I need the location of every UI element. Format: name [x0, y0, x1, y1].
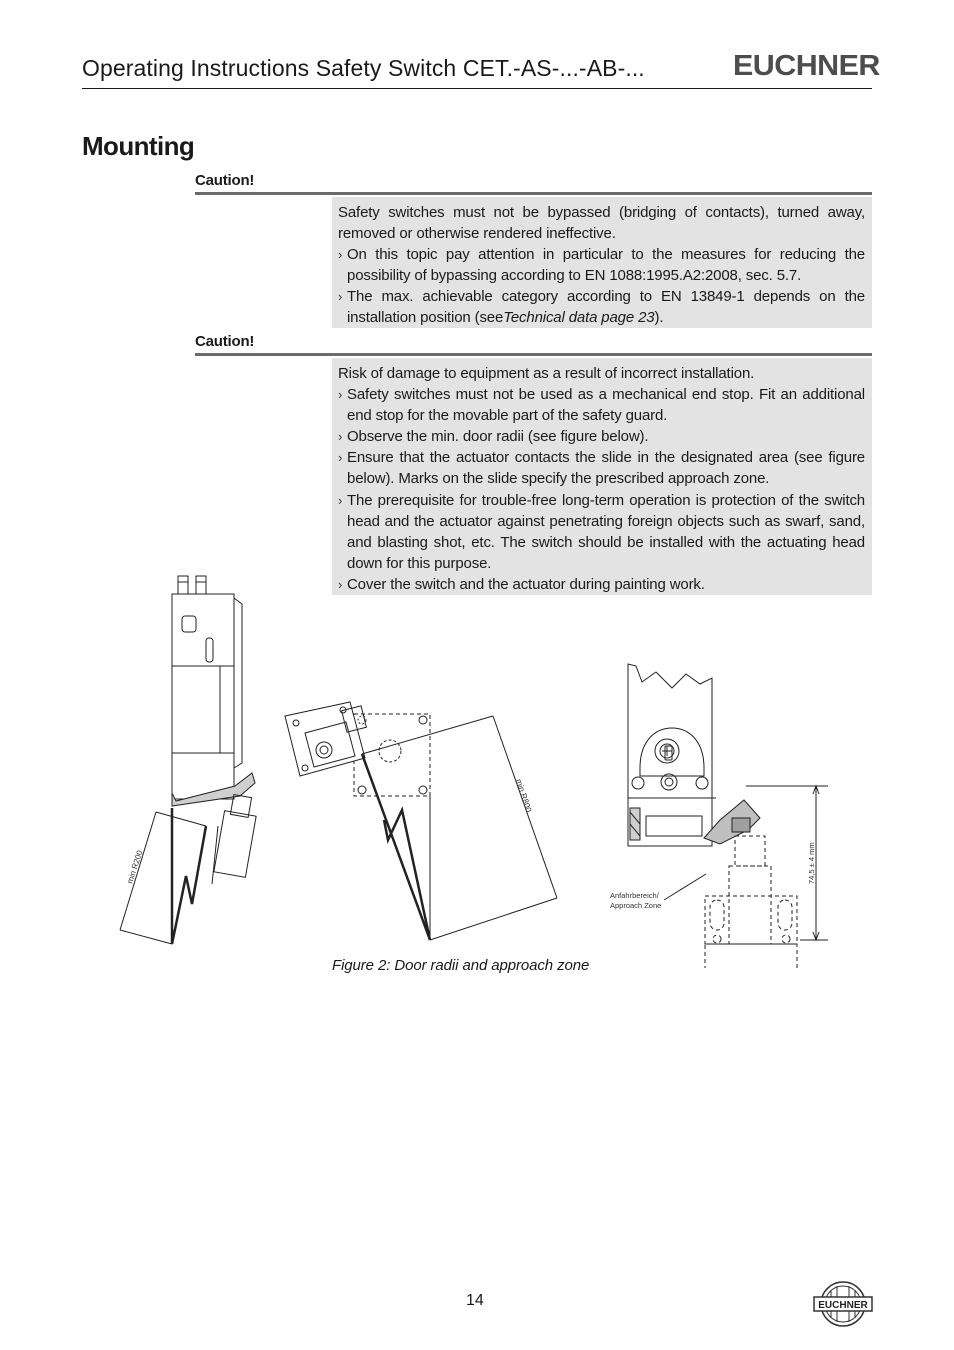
section-title: Mounting	[82, 131, 195, 161]
list-item: › On this topic pay attention in particular to the measures for reducing the possibility of bypassing according to EN 1088:1995.A2:2008, sec. 5.7.	[338, 244, 865, 286]
switch-head-front-view-drawing	[628, 664, 760, 846]
actuator-outline-drawing	[705, 836, 797, 968]
label-r800: min R800	[514, 777, 534, 814]
caution-label: Caution!	[195, 172, 255, 189]
header-rule	[82, 88, 872, 89]
caution-rule	[195, 192, 872, 195]
seal-logo-text: EUCHNER	[818, 1300, 868, 1311]
figure-caption: Figure 2: Door radii and approach zone	[332, 957, 590, 974]
label-approach-zone-en: Approach Zone	[610, 901, 662, 910]
euchner-seal-logo	[813, 1280, 873, 1330]
caution-label: Caution!	[195, 333, 255, 350]
caution-box	[332, 197, 872, 328]
label-r200: min R200	[125, 849, 145, 885]
approach-zone-leader-line	[664, 874, 706, 900]
list-item: › Ensure that the actuator contacts the slide in the designated area (see figure below). Marks on the slide specify the prescribed approach zone.	[338, 447, 865, 489]
label-dimension: 74,5 ± 4 mm	[807, 842, 816, 884]
bullet-text: The max. achievable category according to EN 13849-1 depends on the installation position (see	[347, 288, 865, 327]
euchner-logo: EUCHNER	[733, 50, 880, 82]
bullet-text: ).	[654, 309, 664, 327]
label-approach-zone-de: Anfahrbereich/	[610, 891, 659, 900]
list-item: › Cover the switch and the actuator during painting work.	[338, 574, 865, 595]
switch-side-view-drawing	[172, 576, 256, 884]
caution-intro: Risk of damage to equipment as a result of incorrect installation.	[338, 365, 755, 382]
cross-reference-link[interactable]: Technical data page 23	[503, 309, 655, 327]
page-number: 14	[466, 1292, 484, 1309]
door-edge-line	[172, 808, 206, 944]
list-item	[338, 286, 865, 328]
header-title: Operating Instructions Safety Switch CET.-AS-...-AB-...	[82, 55, 645, 81]
caution-box	[332, 358, 872, 595]
caution-intro: Safety switches must not be bypassed (bridging of contacts), turned away, removed or otherwise rendered ineffective.	[338, 204, 865, 243]
switch-head-top-view-drawing	[285, 702, 430, 796]
list-item: › Observe the min. door radii (see figure below).	[338, 426, 865, 447]
list-item: › The prerequisite for trouble-free long-term operation is protection of the switch head and the actuator against penetrating foreign objects such as swarf, sand, and blasting shot, etc. The switch should be installed with the actuating head down for this purpose.	[338, 490, 865, 574]
list-item: › Safety switches must not be used as a mechanical end stop. Fit an additional end stop for the movable part of the safety guard.	[338, 384, 865, 426]
caution-rule	[195, 353, 872, 356]
door-edge-line	[362, 754, 430, 940]
door-radii-figure	[100, 568, 880, 968]
